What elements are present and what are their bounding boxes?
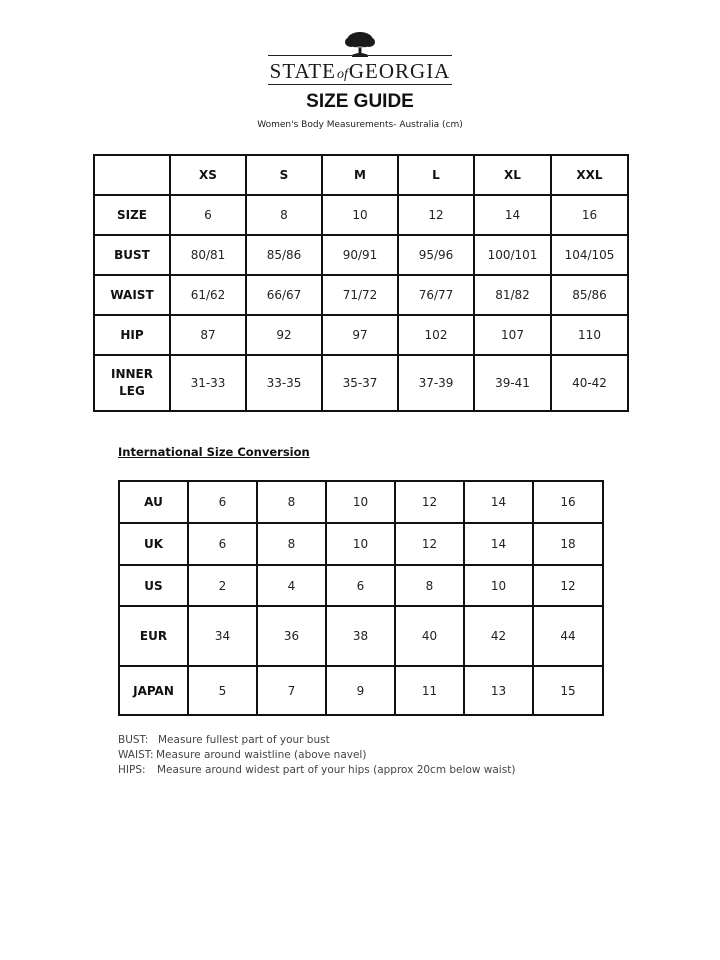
table-cell: 13 (464, 666, 533, 715)
table-cell: 39-41 (474, 355, 551, 411)
table-cell: 12 (395, 481, 464, 523)
row-label: EUR (119, 606, 188, 666)
note-text: Measure fullest part of your bust (158, 734, 330, 746)
column-header: L (398, 155, 474, 195)
table-row (119, 523, 603, 565)
note-text: Measure around widest part of your hips (approx 20cm below waist) (157, 764, 516, 776)
table-cell: 12 (398, 195, 474, 235)
size-header-row (94, 155, 628, 195)
table-cell: 12 (395, 523, 464, 565)
note-bust (118, 733, 515, 748)
note-hips (118, 763, 515, 778)
table-cell: 9 (326, 666, 395, 715)
table-cell: 6 (170, 195, 246, 235)
column-header: XL (474, 155, 551, 195)
table-cell: 92 (246, 315, 322, 355)
table-cell: 85/86 (246, 235, 322, 275)
table-cell: 6 (326, 565, 395, 606)
table-cell: 2 (188, 565, 257, 606)
table-cell: 87 (170, 315, 246, 355)
table-cell: 6 (188, 523, 257, 565)
table-cell: 4 (257, 565, 326, 606)
measurement-notes (118, 733, 515, 778)
table-cell: 15 (533, 666, 603, 715)
table-cell: 107 (474, 315, 551, 355)
page-title: SIZE GUIDE (306, 91, 414, 112)
brand-top-rule (268, 55, 452, 56)
row-label: AU (119, 481, 188, 523)
table-cell: 8 (395, 565, 464, 606)
table-cell: 14 (464, 523, 533, 565)
table-cell: 5 (188, 666, 257, 715)
brand-name: STATEofGEORGIA (269, 59, 451, 83)
brand-bottom-rule (268, 84, 452, 85)
conversion-heading: International Size Conversion (118, 445, 310, 459)
table-cell: 36 (257, 606, 326, 666)
row-label: UK (119, 523, 188, 565)
column-header: XS (170, 155, 246, 195)
table-cell: 12 (533, 565, 603, 606)
table-cell: 14 (474, 195, 551, 235)
conversion-table (118, 480, 604, 716)
table-cell: 33-35 (246, 355, 322, 411)
table-cell: 71/72 (322, 275, 398, 315)
table-row (94, 195, 628, 235)
table-cell: 80/81 (170, 235, 246, 275)
table-cell: 66/67 (246, 275, 322, 315)
header-corner (94, 155, 170, 195)
table-row (94, 355, 628, 411)
row-label: BUST (94, 235, 170, 275)
row-label: HIP (94, 315, 170, 355)
table-cell: 40 (395, 606, 464, 666)
table-cell: 38 (326, 606, 395, 666)
table-cell: 85/86 (551, 275, 628, 315)
table-cell: 42 (464, 606, 533, 666)
row-label-text: INNER LEG (111, 367, 153, 398)
table-cell: 11 (395, 666, 464, 715)
table-cell: 90/91 (322, 235, 398, 275)
size-table (93, 154, 629, 412)
table-cell: 14 (464, 481, 533, 523)
table-cell: 7 (257, 666, 326, 715)
row-label: US (119, 565, 188, 606)
column-header: XXL (551, 155, 628, 195)
table-cell: 10 (326, 481, 395, 523)
table-cell: 35-37 (322, 355, 398, 411)
table-cell: 40-42 (551, 355, 628, 411)
table-cell: 10 (464, 565, 533, 606)
note-label: WAIST: (118, 749, 154, 761)
table-cell: 18 (533, 523, 603, 565)
table-cell: 16 (533, 481, 603, 523)
tree-logo-icon (0, 30, 720, 58)
table-cell: 95/96 (398, 235, 474, 275)
table-cell: 37-39 (398, 355, 474, 411)
table-cell: 97 (322, 315, 398, 355)
table-cell: 10 (322, 195, 398, 235)
table-cell: 34 (188, 606, 257, 666)
table-cell: 31-33 (170, 355, 246, 411)
table-cell: 8 (257, 481, 326, 523)
table-row (119, 565, 603, 606)
table-cell: 10 (326, 523, 395, 565)
table-cell: 16 (551, 195, 628, 235)
note-waist (118, 748, 515, 763)
note-text: Measure around waistline (above navel) (156, 749, 367, 761)
table-cell: 76/77 (398, 275, 474, 315)
table-cell: 6 (188, 481, 257, 523)
table-cell: 44 (533, 606, 603, 666)
table-row (94, 315, 628, 355)
table-cell: 8 (257, 523, 326, 565)
table-cell: 100/101 (474, 235, 551, 275)
note-label: BUST: (118, 734, 149, 746)
table-cell: 104/105 (551, 235, 628, 275)
row-label: JAPAN (119, 666, 188, 715)
row-label: WAIST (94, 275, 170, 315)
table-row (119, 481, 603, 523)
column-header: M (322, 155, 398, 195)
table-cell: 102 (398, 315, 474, 355)
table-row (94, 235, 628, 275)
column-header: S (246, 155, 322, 195)
row-label (94, 355, 170, 411)
table-row (94, 275, 628, 315)
table-row (119, 666, 603, 715)
note-label: HIPS: (118, 764, 146, 776)
table-cell: 8 (246, 195, 322, 235)
table-cell: 81/82 (474, 275, 551, 315)
table-row (119, 606, 603, 666)
row-label: SIZE (94, 195, 170, 235)
table-cell: 61/62 (170, 275, 246, 315)
table-cell: 110 (551, 315, 628, 355)
page-subtitle: Women's Body Measurements- Australia (cm) (257, 120, 463, 130)
